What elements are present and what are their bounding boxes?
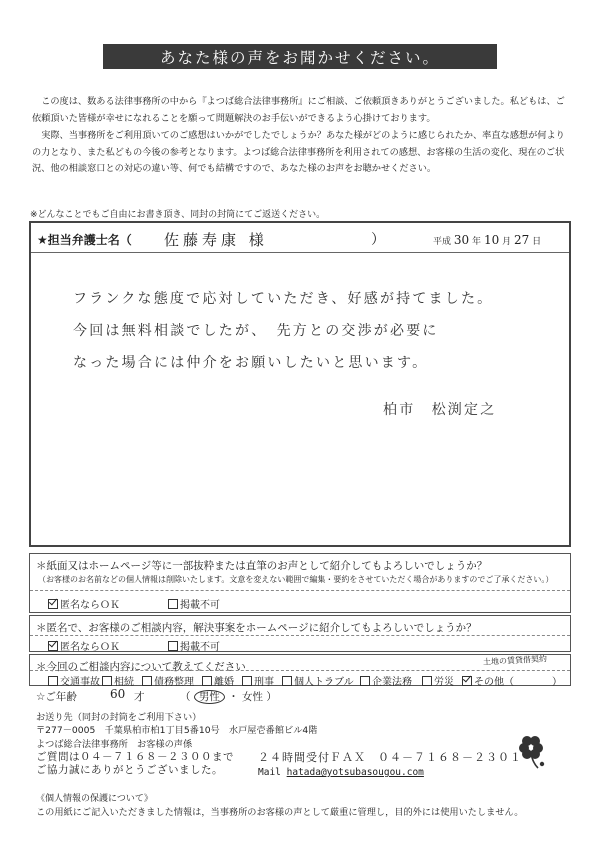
checkbox[interactable] xyxy=(242,676,252,686)
signature: 柏市 松渕定之 xyxy=(383,402,497,418)
q-case-option-anon[interactable] xyxy=(48,638,120,653)
q-case-title: ＊匿名で、お客様のご相談内容，解決事案をホームページに紹介してもよろしいでしょうか？ xyxy=(36,622,477,634)
topic-option-traffic[interactable] xyxy=(48,673,100,688)
phone-question: ご質問は０４－７１６８－２３００まで xyxy=(36,750,234,763)
option-label: 匿名ならＯＫ xyxy=(60,600,120,611)
comment-line-1: フランクな態度で応対していただき、好感が持てました。 xyxy=(73,291,494,307)
checkbox[interactable] xyxy=(422,676,432,686)
clover-icon xyxy=(514,730,548,770)
option-label: 債務整理 xyxy=(154,677,194,688)
checkbox[interactable] xyxy=(142,676,152,686)
mail-link[interactable]: hatada@yotsubasougou.com xyxy=(286,767,424,778)
lawyer-label: ★担当弁護士名（ xyxy=(37,233,132,247)
divider xyxy=(30,635,570,636)
comment-box[interactable] xyxy=(29,221,571,547)
date-month-unit: 月 xyxy=(502,237,512,247)
comment-line-2: 今回は無料相談でしたが、 先方との交渉が必要に xyxy=(73,323,439,339)
checkbox[interactable] xyxy=(202,676,212,686)
checkbox-checked[interactable] xyxy=(48,599,58,609)
gender-option-male[interactable]: 男性 xyxy=(194,690,225,704)
option-label: 個人トラブル xyxy=(294,677,354,688)
comment-line-3: なった場合には仲介をお願いしたいと思います。 xyxy=(73,355,429,371)
divider xyxy=(30,670,570,671)
checkbox[interactable] xyxy=(102,676,112,686)
intro-text xyxy=(32,94,572,179)
gender-field xyxy=(180,689,277,704)
option-label: その他（ xyxy=(474,677,514,688)
checkbox[interactable] xyxy=(48,676,58,686)
option-label: 離婚 xyxy=(214,677,234,688)
topic-option-criminal[interactable] xyxy=(242,673,274,688)
option-label: 掲載不可 xyxy=(180,600,220,611)
gender-option-female[interactable]: 女性 xyxy=(242,691,264,703)
privacy-heading: 《個人情報の保護について》 xyxy=(36,794,153,804)
comment-box-header xyxy=(31,223,569,253)
checkbox[interactable] xyxy=(168,641,178,651)
q-publish-block xyxy=(29,553,571,613)
date-era: 平成 xyxy=(433,237,452,247)
date-year-unit: 年 xyxy=(472,237,482,247)
divider xyxy=(30,590,570,591)
lawyer-paren-close: ） xyxy=(371,232,385,248)
topic-option-corporate[interactable] xyxy=(360,673,412,688)
q-publish-title: ＊紙面又はホームページ等に一部抜粋または直筆のお声として紹介してもよろしいでしょうか？ xyxy=(36,560,488,572)
topic-option-personal[interactable] xyxy=(282,673,354,688)
topic-option-divorce[interactable] xyxy=(202,673,234,688)
fax-number: ２４時間受付ＦＡＸ ０４－７１６８－２３０１ xyxy=(258,751,522,764)
mail-label: Mail xyxy=(258,767,281,778)
topic-option-debt[interactable] xyxy=(142,673,194,688)
topic-option-labor[interactable] xyxy=(422,673,454,688)
topic-option-other[interactable] xyxy=(462,673,514,688)
mail-line xyxy=(258,767,424,778)
q-publish-option-anon[interactable] xyxy=(48,596,120,611)
option-label: 労災 xyxy=(434,677,454,688)
office-name: よつば総合法律事務所 お客様の声係 xyxy=(36,738,193,750)
privacy-text: この用紙にご記入いただきました情報は，当事務所のお客様の声として厳重に管理し，目的外には使用いたしません。 xyxy=(36,807,524,818)
thanks: ご協力誠にありがとうございました。 xyxy=(36,764,223,777)
page-banner: あなた様の声をお聞かせください。 xyxy=(103,44,497,69)
checkbox-checked[interactable] xyxy=(462,676,472,686)
date-day: 27 xyxy=(513,233,530,247)
checkbox[interactable] xyxy=(360,676,370,686)
date-year: 30 xyxy=(453,233,470,247)
option-label: 匿名ならＯＫ xyxy=(60,642,120,653)
date-day-unit: 日 xyxy=(532,237,542,247)
send-to: お送り先（同封の封筒をご利用下さい） xyxy=(36,712,202,723)
q-topic-title: ＊今回のご相談内容について教えてください xyxy=(36,661,246,673)
gender-paren-close: ） xyxy=(266,691,277,703)
instruction-note: ※どんなことでもご自由にお書き頂き、同封の封筒にてご返送ください。 xyxy=(30,210,326,220)
topic-option-inheritance[interactable] xyxy=(102,673,134,688)
gender-paren-open: （ xyxy=(180,691,191,703)
checkbox[interactable] xyxy=(168,599,178,609)
intro-paragraph-1: この度は、数ある法律事務所の中から『よつば総合法律事務所』にご相談、ご依頼頂きありがとうございました。私どもは、ご依頼頂いた皆様が幸せになれることを願って問題解決のお手伝いができるよう心掛けております。 xyxy=(32,96,565,124)
topic-other-paren-close: ） xyxy=(552,677,562,688)
q-case-block xyxy=(29,615,571,652)
option-label: 掲載不可 xyxy=(180,642,220,653)
intro-paragraph-2: 実際、当事務所をご利用頂いてのご感想はいかがでしたでしょうか？あなた様がどのように感じられたか、率直な感想が何よりの力となり、また私どもの今後の参考となります。よつば総合法律事務所を利用されての感想、お客様の生活の変化、現在のご状況、他の相談窓口との対応の違い等、何でも結構ですので、あなた様のお声をお聴かせください。 xyxy=(32,130,565,174)
lawyer-name: 佐藤寿康 様 xyxy=(164,231,268,249)
address: 〒277－0005 千葉県柏市柏1丁目5番10号 水戸屋壱番館ビル4階 xyxy=(36,725,318,737)
checkbox[interactable] xyxy=(282,676,292,686)
q-case-option-no[interactable] xyxy=(168,638,220,653)
date-field xyxy=(433,233,541,247)
option-label: 刑事 xyxy=(254,677,274,688)
age-label: ☆ご年齢 xyxy=(36,691,77,703)
date-month: 10 xyxy=(483,233,500,247)
age-value[interactable]: 60 xyxy=(110,687,126,701)
option-label: 相続 xyxy=(114,677,134,688)
q-publish-option-no[interactable] xyxy=(168,596,220,611)
age-unit: 才 xyxy=(134,691,145,703)
gender-separator: ・ xyxy=(228,691,239,703)
option-label: 交通事故 xyxy=(60,677,100,688)
topic-other-text: 土地の賃貸借契約 xyxy=(482,654,548,667)
checkbox-checked[interactable] xyxy=(48,641,58,651)
option-label: 企業法務 xyxy=(372,677,412,688)
q-publish-sub: （お客様のお名前などの個人情報は削除いたします。文意を変えない範囲で編集・要約をさせていただく場合がありますのでご了承ください。） xyxy=(38,575,554,584)
